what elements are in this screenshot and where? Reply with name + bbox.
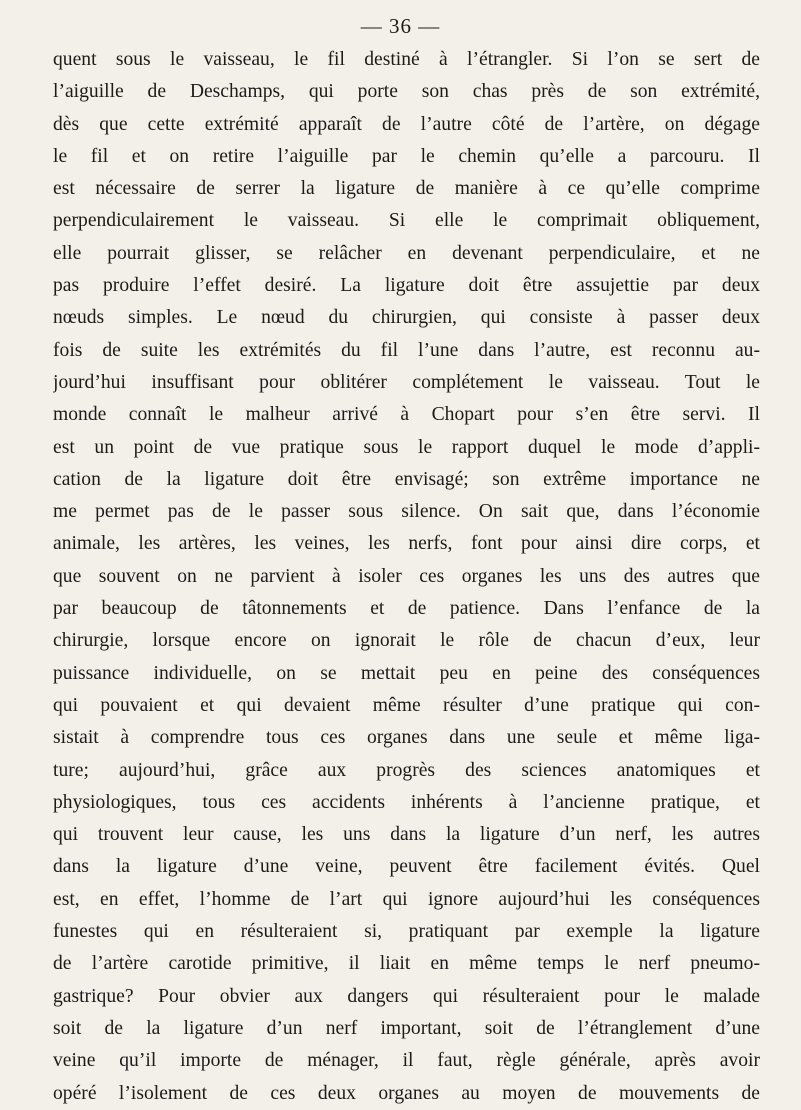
text-line: dans la ligature d’une veine, peuvent être facilement évités. Quel	[53, 856, 760, 878]
text-line: sistait à comprendre tous ces organes dans une seule et même liga-	[53, 727, 760, 749]
text-line: pas produire l’effet desiré. La ligature doit être assujettie par deux	[53, 275, 760, 297]
text-line: veine qu’il importe de ménager, il faut, règle générale, après avoir	[53, 1050, 760, 1072]
text-line: perpendiculairement le vaisseau. Si elle le comprimait obliquement,	[53, 210, 760, 232]
text-line: monde connaît le malheur arrivé à Chopart pour s’en être servi. Il	[53, 404, 760, 426]
text-line: est, en effet, l’homme de l’art qui ignore aujourd’hui les conséquences	[53, 888, 760, 910]
text-line: le fil et on retire l’aiguille par le chemin qu’elle a parcouru. Il	[53, 145, 760, 167]
text-line: puissance individuelle, on se mettait peu en peine des conséquences	[53, 662, 760, 684]
text-line: animale, les artères, les veines, les nerfs, font pour ainsi dire corps, et	[53, 533, 760, 555]
text-line: chirurgie, lorsque encore on ignorait le rôle de chacun d’eux, leur	[53, 630, 760, 652]
text-line: l’aiguille de Deschamps, qui porte son chas près de son extrémité,	[53, 81, 760, 103]
page-number: — 36 —	[360, 14, 441, 38]
text-line: cation de la ligature doit être envisagé; son extrême importance ne	[53, 468, 760, 490]
text-line: quent sous le vaisseau, le fil destiné à l’étrangler. Si l’on se sert de	[53, 49, 760, 70]
text-line: que souvent on ne parvient à isoler ces organes les uns des autres que	[53, 565, 760, 587]
text-line: qui trouvent leur cause, les uns dans la ligature d’un nerf, les autres	[53, 824, 760, 846]
text-line: opéré l’isolement de ces deux organes au moyen de mouvements de	[53, 1082, 760, 1104]
text-line: fois de suite les extrémités du fil l’une dans l’autre, est reconnu au-	[53, 339, 760, 361]
text-line: me permet pas de le passer sous silence. On sait que, dans l’économie	[53, 501, 760, 523]
text-line: jourd’hui insuffisant pour oblitérer complétement le vaisseau. Tout le	[53, 371, 760, 393]
text-line: gastrique? Pour obvier aux dangers qui résulteraient pour le malade	[53, 985, 760, 1007]
text-line: est nécessaire de serrer la ligature de manière à ce qu’elle comprime	[53, 178, 760, 200]
text-line: qui pouvaient et qui devaient même résulter d’une pratique qui con-	[53, 694, 760, 716]
text-line: est un point de vue pratique sous le rapport duquel le mode d’appli-	[53, 436, 760, 458]
text-line: par beaucoup de tâtonnements et de patience. Dans l’enfance de la	[53, 598, 760, 620]
text-line: physiologiques, tous ces accidents inhérents à l’ancienne pratique, et	[53, 791, 760, 813]
text-line: de l’artère carotide primitive, il liait en même temps le nerf pneumo-	[53, 953, 760, 975]
text-line: nœuds simples. Le nœud du chirurgien, qui consiste à passer deux	[53, 307, 760, 329]
text-line: ture; aujourd’hui, grâce aux progrès des sciences anatomiques et	[53, 759, 760, 781]
text-line: funestes qui en résulteraient si, pratiquant par exemple la ligature	[53, 921, 760, 943]
text-line: elle pourrait glisser, se relâcher en devenant perpendiculaire, et ne	[53, 242, 760, 264]
text-line: soit de la ligature d’un nerf important, soit de l’étranglement d’une	[53, 1017, 760, 1039]
text-line: dès que cette extrémité apparaît de l’autre côté de l’artère, on dégage	[53, 113, 760, 135]
body-text	[53, 44, 760, 1110]
